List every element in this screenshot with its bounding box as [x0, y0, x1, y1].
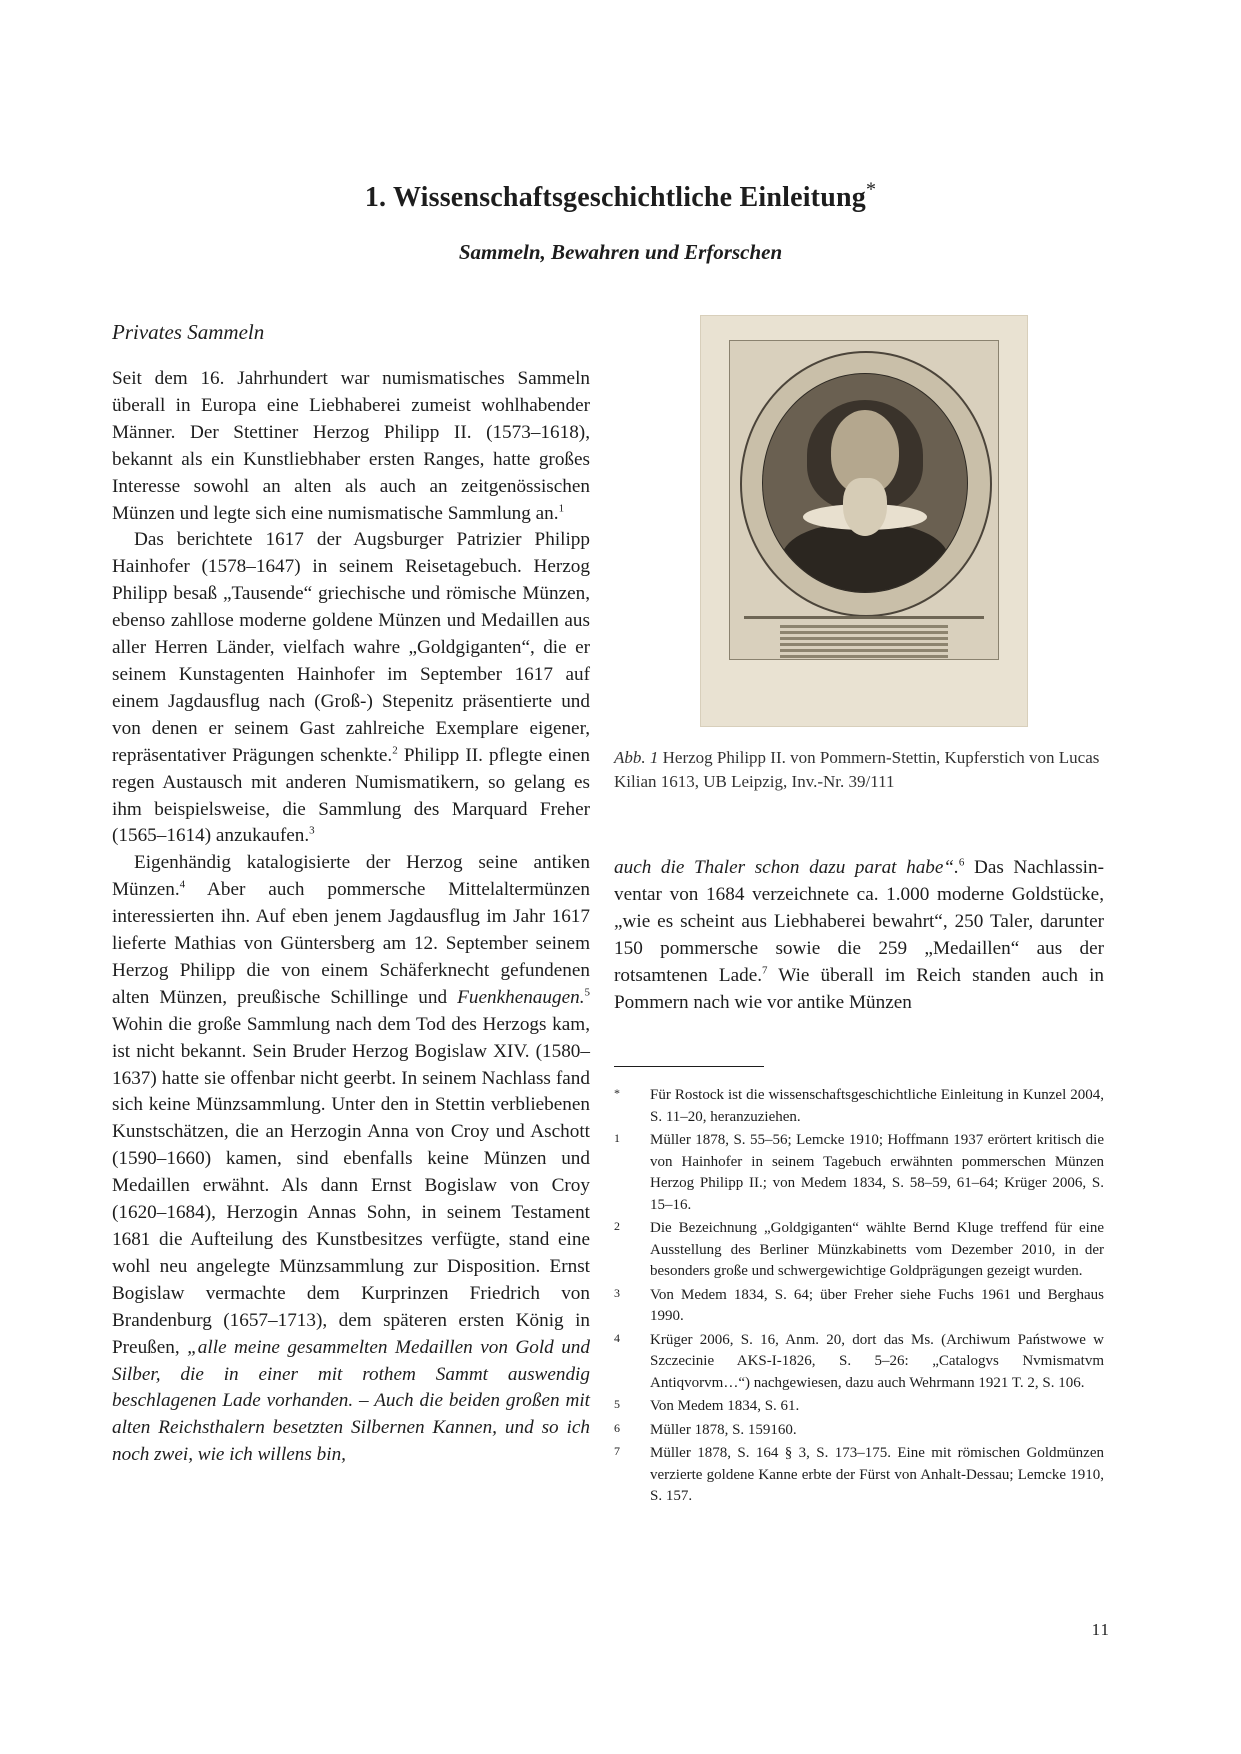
section-heading: Privates Sammeln [112, 320, 265, 344]
right-column [614, 855, 1104, 1016]
paragraph-2 [112, 527, 590, 850]
portrait-figure [700, 315, 1028, 727]
right-paragraph-continuation: Wie überall im Reich standen auch in Pommern nach wie vor antike Münzen [614, 964, 1104, 1013]
footnote-ref-4[interactable]: 4 [179, 878, 186, 891]
footnote [614, 1443, 1104, 1508]
footnote [614, 1285, 1104, 1328]
paragraph-3-italic-term: Fuenkhenaugen. [457, 986, 585, 1008]
footnote-mark: 3 [614, 1285, 620, 1300]
page-number: 11 [1091, 1620, 1110, 1639]
footnote-text: Von Medem 1834, S. 64; über Freher siehe Fuchs 1961 und Berghaus 1990. [650, 1286, 1104, 1324]
footnote-separator [614, 1066, 764, 1067]
right-paragraph-text: Das Nachlassinventar von 1684 verzeichnete ca. 1.000 moderne Goldstücke, „wie es scheint aus Liebhaberei bewahrt“, 250 Taler, darunter 150 pommersche sowie die 259 „Medaillen“ aus der rotsamtenen Lade. [614, 857, 1104, 986]
footnote-ref-1[interactable]: 1 [558, 502, 565, 515]
left-column [112, 318, 590, 1469]
chapter-subtitle: Sammeln, Bewahren und Erforschen [458, 240, 783, 264]
footnote-ref-2[interactable]: 2 [392, 744, 398, 757]
footnote-mark: 4 [614, 1330, 620, 1345]
paragraph-2-continuation: Philipp II. pflegte einen regen Austausch mit anderen Numismatikern, so gelang es ihm beispielsweise, die Sammlung des Marquard Freher (1565–1614) anzukaufen. [112, 744, 590, 847]
footnote-mark: * [614, 1086, 620, 1100]
footnote [614, 1420, 1104, 1442]
footnote-mark: 2 [614, 1219, 620, 1233]
chapter-title-footnote-mark: * [865, 178, 877, 201]
footnote-text: Müller 1878, S. 55–56; Lemcke 1910; Hoffmann 1937 erörtert kritisch die von Hainhofer in seinem Tagebuch erwähnten pommerschen Münzen Herzog Philipp II.; von Medem 1834, S. 58–59, 61–64; Krüger 2006, S. 15–16. [650, 1132, 1104, 1213]
paragraph-1-text: Seit dem 16. Jahrhundert war numismatisches Sammeln überall in Europa eine Liebhaberei zumeist wohlhabender Männer. Der Stettiner Herzog Philipp II. (1573–1618), bekannt als ein Kunstliebhaber ersten Ranges, hatte großes Interesse sowohl an alten als auch an zeitgenössischen Münzen und legte sich eine numismatische Sammlung an. [112, 368, 590, 524]
paragraph-3-continuation: Aber auch pommersche Mittelaltermünzen interessierten ihn. Auf eben jenem Jagdausflug im Jahr 1617 lieferte Mathias von Güntersberg am 12. September seinem Herzog Philipp die von einem Schäferknecht gefundenen alten Münzen, preußische Schillinge und [112, 879, 590, 1008]
footnote-text: Von Medem 1834, S. 61. [650, 1398, 800, 1414]
footnote-text: Müller 1878, S. 159160. [650, 1421, 797, 1438]
paragraph-3 [112, 850, 590, 1469]
footnote-ref-3[interactable]: 3 [309, 825, 315, 838]
chapter-title [0, 178, 1241, 214]
engraver-signature-line [744, 616, 984, 619]
footnotes [614, 1085, 1104, 1510]
paragraph-1 [112, 366, 590, 527]
footnote-ref-5[interactable]: 5 [584, 986, 590, 999]
footnote-text: Krüger 2006, S. 16, Anm. 20, dort das Ms. (Archiwum Państwowe w Szczecinie AKS-I-1826, S. 5–26: „Catalogvs Nvmismatvm Antiqvorvm…“) nachgewiesen, dazu auch Wehrmann 1921 T. 2, S. 106. [650, 1331, 1104, 1391]
paragraph-3-quotation: „alle meine gesammelten Medaillen von Gold und Silber, die in einer mit rothem Sammt auswendig beschlagenen Lade vorhanden. – Auch die beiden großen mit alten Reichsthalern besetzten Silbernen Kannen, und so ich noch zwei, wie ich willens bin, [112, 1336, 590, 1466]
footnote-mark: 1 [614, 1131, 620, 1145]
footnote [614, 1396, 1104, 1418]
footnote-text: Für Rostock ist die wissenschaftsgeschichtliche Einleitung in Kunzel 2004, S. 11–20, heranzuziehen. [650, 1087, 1104, 1125]
sitter-beard [843, 478, 887, 536]
figure-caption [614, 746, 1124, 794]
figure-caption-label: Abb. 1 [614, 748, 659, 767]
left-body-text [112, 366, 590, 1469]
engraving-plate [729, 340, 999, 660]
footnote [614, 1218, 1104, 1283]
footnote-mark: 7 [614, 1444, 620, 1458]
oval-inscription-frame [740, 351, 992, 617]
portrait-oval [762, 373, 968, 593]
right-paragraph [614, 855, 1104, 1016]
footnote-text: Müller 1878, S. 164 § 3, S. 173–175. Eine mit römischen Goldmünzen verzierte goldene Kanne erbte der Fürst von Anhalt-Dessau; Lemcke 1910, S. 157. [650, 1445, 1104, 1504]
footnote [614, 1130, 1104, 1216]
chapter-title-text: 1. Wissenschaftsgeschichtliche Einleitung [364, 182, 866, 213]
figure-caption-text: Herzog Philipp II. von Pommern-Stettin, Kupferstich von Lucas Kilian 1613, UB Leipzig, Inv.-Nr. 39/111 [614, 748, 1100, 791]
footnote [614, 1330, 1104, 1395]
paragraph-3-main: Wohin die große Sammlung nach dem Tod des Herzogs kam, ist nicht bekannt. Sein Bruder Herzog Bogislaw XIV. (1580–1637) hatte sie offenbar nicht geerbt. In seinem Nachlass fand sich keine Münzsammlung. Unter den in Stettin verbliebenen Kunstschätzen, die an Herzogin Anna von Croy und Aschott (1590–1660) kamen, sind ebenfalls keine Münzen und Medaillen erwähnt. Als dann Ernst Bogislaw von Croy (1620–1684), Herzogin Annas Sohn, in seinem Testament 1681 die Aufteilung des Kunstbesitzes verfügte, stand eine wohl neu angelegte Münzsammlung zur Disposition. Ernst Bogislaw vermachte dem Kurprinzen Friedrich von Brandenburg (1657–1713), dem späteren ersten König in Preußen, [112, 1013, 590, 1358]
footnote-ref-6[interactable]: 6 [958, 856, 965, 869]
footnote-mark: 5 [614, 1397, 620, 1411]
footnote [614, 1085, 1104, 1128]
paragraph-3-text: Eigenhändig katalogisierte der Herzog seine antiken Münzen. [112, 852, 590, 901]
engraved-verse-lines [780, 625, 948, 661]
footnote-mark: 6 [614, 1420, 620, 1435]
right-paragraph-quotation-end: auch die Thaler schon dazu parat habe“. [614, 857, 959, 878]
footnote-text: Die Bezeichnung „Goldgiganten“ wählte Bernd Kluge treffend für eine Ausstellung des Berliner Münzkabinetts vom Dezember 2010, in der besonders große und schwergewichtige Goldprägungen gezeigt wurden. [650, 1220, 1104, 1279]
footnote-ref-7[interactable]: 7 [762, 964, 768, 977]
paragraph-2-text: Das berichtete 1617 der Augsburger Patrizier Philipp Hainhofer (1578–1647) in seinem Reisetagebuch. Herzog Philipp besaß „Tausende“ griechische und römische Münzen, ebenso zahllose moderne goldene Münzen und Medaillen aus aller Herren Länder, vielfach wahre „Goldgiganten“, die er seinem Kunstagenten Hainhofer im September 1617 auf einem Jagdausflug nach (Groß-) Stepenitz präsentierte und von denen er seinem Gast zahlreiche Exemplare eigener, repräsentativer Prägungen schenkte. [112, 529, 590, 766]
